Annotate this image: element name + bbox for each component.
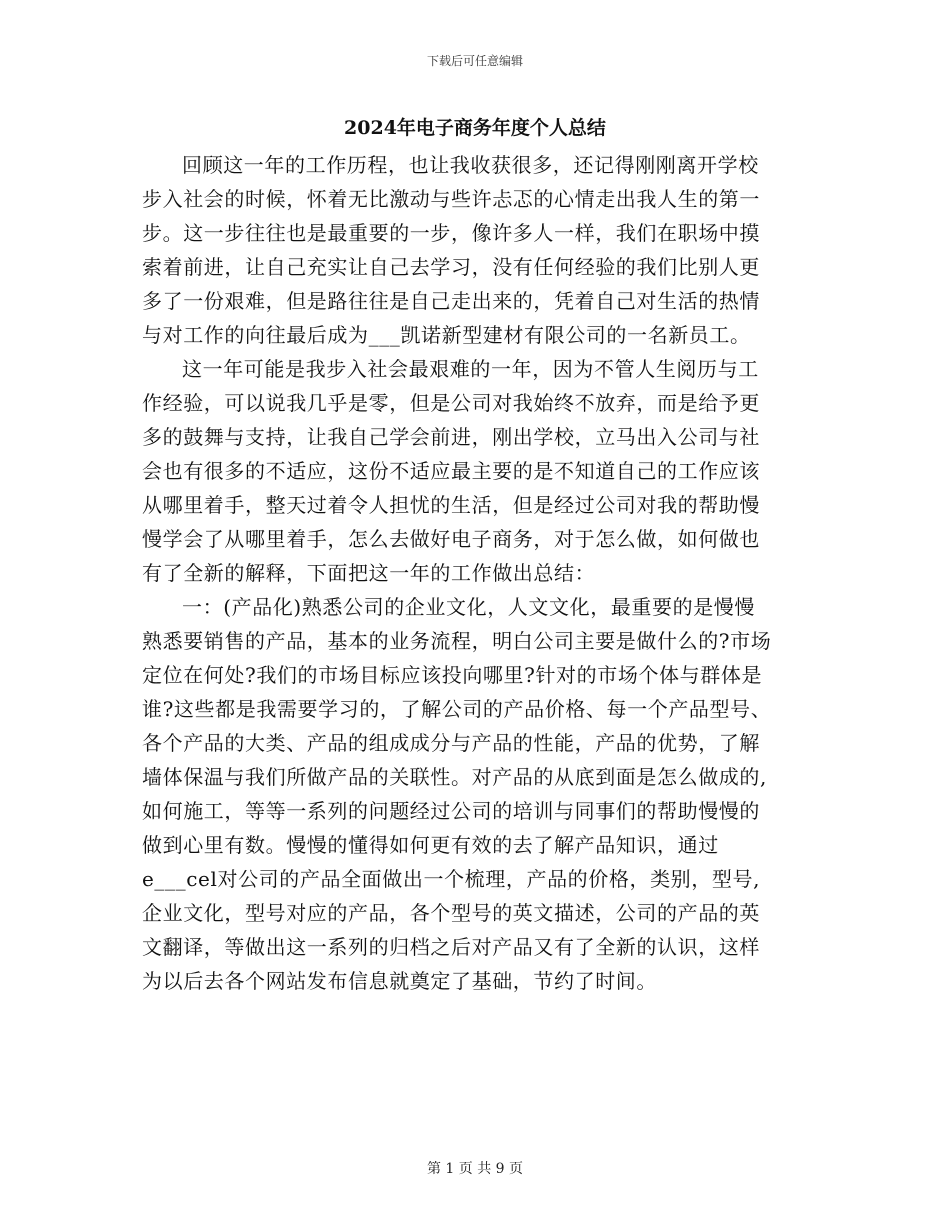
text-line: 文翻译，等做出这一系列的归档之后对产品又有了全新的认识，这样 [142,935,760,959]
text-line: 与对工作的向往最后成为___凯诺新型建材有限公司的一名新员工。 [142,323,751,347]
text-line: 一：(产品化)熟悉公司的企业文化，人文文化，最重要的是慢慢 [182,595,756,619]
text-line: 多了一份艰难，但是路往往是自己走出来的，凭着自己对生活的热情 [142,289,760,313]
text-line: 回顾这一年的工作历程，也让我收获很多，还记得刚刚离开学校 [182,153,759,177]
text-line: 谁?这些都是我需要学习的，了解公司的产品价格、每一个产品型号、 [142,697,772,721]
text-line: e___cel对公司的产品全面做出一个梳理，产品的价格，类别，型号, [142,867,761,891]
text-line: 如何施工，等等一系列的问题经过公司的培训与同事们的帮助慢慢的 [142,799,760,823]
text-line: 会也有很多的不适应，这份不适应最主要的是不知道自己的工作应该 [142,459,760,483]
text-line: 做到心里有数。慢慢的懂得如何更有效的去了解产品知识，通过 [142,833,719,857]
text-line: 熟悉要销售的产品，基本的业务流程，明白公司主要是做什么的?市场 [142,629,772,653]
text-line: 这一年可能是我步入社会最艰难的一年，因为不管人生阅历与工 [182,357,759,381]
text-line: 定位在何处?我们的市场目标应该投向哪里?针对的市场个体与群体是 [142,663,763,687]
text-line: 慢学会了从哪里着手，怎么去做好电子商务，对于怎么做，如何做也 [142,527,760,551]
text-line: 墙体保温与我们所做产品的关联性。对产品的从底到面是怎么做成的, [142,765,767,789]
page-number: 第 1 页 共 9 页 [426,1161,524,1177]
text-line: 作经验，可以说我几乎是零，但是公司对我始终不放弃，而是给予更 [142,391,760,415]
text-line: 有了全新的解释，下面把这一年的工作做出总结： [142,561,596,585]
text-line: 索着前进，让自己充实让自己去学习，没有任何经验的我们比别人更 [142,255,760,279]
text-line: 多的鼓舞与支持，让我自己学会前进，刚出学校，立马出入公司与社 [142,425,760,449]
text-line: 步入社会的时候，怀着无比激动与些许忐忑的心情走出我人生的第一 [142,187,760,211]
text-line: 各个产品的大类、产品的组成成分与产品的性能，产品的优势，了解 [142,731,760,755]
text-line: 从哪里着手，整天过着令人担忧的生活，但是经过公司对我的帮助慢 [142,493,760,517]
document-title: 2024年电子商务年度个人总结 [344,117,606,139]
text-line: 企业文化，型号对应的产品，各个型号的英文描述，公司的产品的英 [142,901,760,925]
page-header-note: 下载后可任意编辑 [426,54,523,68]
text-line: 步。这一步往往也是最重要的一步，像许多人一样，我们在职场中摸 [142,221,760,245]
paragraph-2 [142,352,802,590]
document-body [142,148,802,998]
paragraph-3 [142,590,802,998]
paragraph-1 [142,148,802,352]
text-line: 为以后去各个网站发布信息就奠定了基础，节约了时间。 [142,969,657,993]
